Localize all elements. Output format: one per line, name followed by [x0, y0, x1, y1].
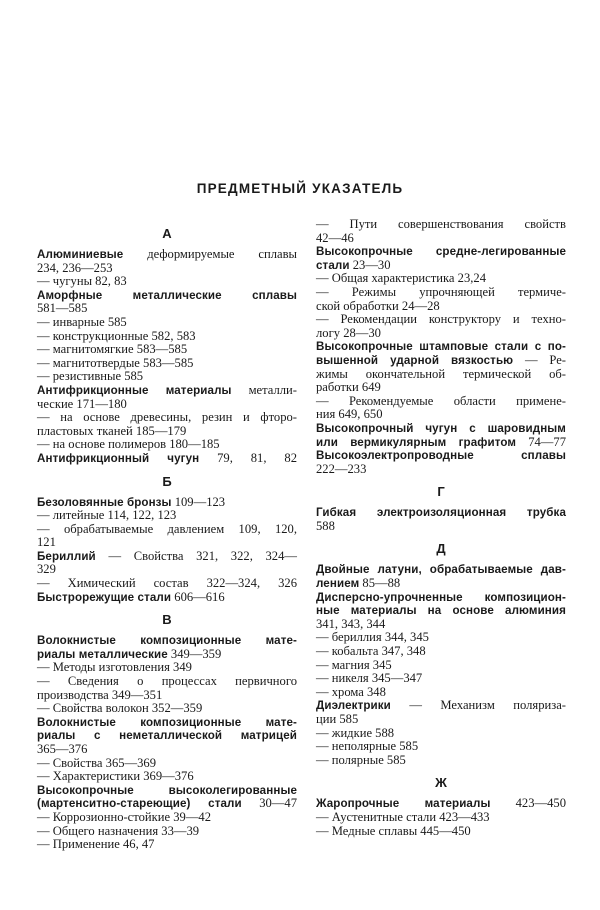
index-text: — обрабатываемые давлением 109, 120,	[37, 521, 297, 536]
index-text: — Общего назначения 33—39	[37, 823, 200, 838]
index-text: деформируемые сплавы	[123, 247, 297, 261]
index-term: вышенной ударной вязкостью	[316, 353, 514, 367]
index-text: — конструкционные 582, 583	[37, 328, 196, 343]
index-term: ные материалы на основе алюминия	[316, 604, 566, 618]
index-line	[316, 686, 566, 700]
index-term: или вермикулярным графитом	[316, 435, 517, 449]
index-line	[37, 509, 297, 523]
index-text: работки 649	[316, 380, 381, 395]
index-text: 85—88	[359, 576, 401, 591]
index-line	[37, 496, 297, 510]
index-text: — Медные сплавы 445—450	[316, 823, 471, 838]
index-line	[37, 757, 297, 771]
index-line	[37, 770, 297, 784]
index-term: Бериллий	[37, 549, 96, 563]
index-text: 74—77	[516, 434, 566, 449]
index-column-right	[316, 218, 566, 838]
index-text: 42—46	[316, 230, 354, 245]
index-term: Дисперсно-упрочненные композицион-	[316, 590, 566, 604]
index-line	[316, 631, 566, 645]
index-line	[316, 811, 566, 825]
index-line	[37, 648, 297, 662]
index-text: — инварные 585	[37, 314, 127, 329]
index-text: — Методы изготовления 349	[37, 660, 192, 675]
index-line	[37, 262, 297, 276]
section-letter: А	[162, 226, 172, 241]
index-line	[316, 577, 566, 591]
index-line	[37, 634, 297, 648]
index-line	[37, 825, 297, 839]
index-line	[37, 661, 297, 675]
index-text: 581—585	[37, 301, 88, 316]
index-text: 30—47	[241, 796, 297, 811]
index-text: 79, 81, 82	[199, 450, 297, 465]
index-line	[37, 289, 297, 303]
index-text: — Характеристики 369—376	[37, 769, 194, 784]
index-line	[37, 275, 297, 289]
section-letter: В	[162, 612, 172, 628]
index-text: — Химический состав 322—324, 326	[37, 576, 297, 591]
index-line	[37, 838, 297, 852]
index-line	[316, 591, 566, 605]
index-text: — хрома 348	[316, 684, 386, 699]
index-line	[37, 316, 297, 330]
index-line	[316, 218, 566, 232]
index-text: — Ре-	[513, 352, 566, 367]
index-line	[37, 743, 297, 757]
index-text: — чугуны 82, 83	[37, 274, 127, 289]
index-text: — магния 345	[316, 657, 392, 672]
index-text: 365—376	[37, 742, 88, 756]
page-title: ПРЕДМЕТНЫЙ УКАЗАТЕЛЬ	[196, 181, 404, 196]
index-term: Высокопрочные штамповые стали с по-	[316, 340, 566, 354]
index-line	[316, 645, 566, 659]
index-text: 234, 236—253	[37, 260, 113, 275]
index-line	[37, 689, 297, 703]
index-line	[37, 425, 297, 439]
index-text: — Свойства 365—369	[37, 755, 157, 770]
index-line	[316, 313, 566, 327]
index-line	[37, 302, 297, 316]
index-text: — неполярные 585	[316, 739, 419, 754]
index-term: Высокоэлектропроводные сплавы	[316, 449, 566, 463]
index-line	[37, 550, 297, 564]
index-text: — магнитотвердые 583—585	[37, 355, 194, 370]
index-text: — на основе древесины, резин и фторо-	[37, 410, 297, 425]
index-text: 109—123	[171, 494, 226, 509]
section-letter: Б	[162, 473, 172, 489]
index-line	[37, 384, 297, 398]
index-line	[37, 411, 297, 425]
index-text: 423—450	[490, 796, 566, 811]
index-term: Антифрикционные материалы	[37, 383, 232, 397]
index-line	[316, 506, 566, 520]
index-line	[316, 659, 566, 673]
index-text: — Механизм поляриза-	[390, 698, 566, 713]
index-line	[316, 672, 566, 686]
index-line	[316, 286, 566, 300]
index-line	[37, 716, 297, 730]
section-letter: Д	[436, 541, 446, 557]
index-text: — жидкие 588	[316, 725, 395, 740]
index-text: — резистивные 585	[37, 369, 144, 384]
index-text: 349—359	[167, 646, 222, 661]
index-text: — Пути совершенствования свойств	[316, 217, 566, 231]
index-text: — кобальта 347, 348	[316, 644, 426, 659]
index-text: — Коррозионно-стойкие 39—42	[37, 809, 212, 824]
index-text: — Рекомендуемые области примене-	[316, 393, 566, 408]
index-line	[316, 520, 566, 534]
index-line	[316, 354, 566, 368]
index-line	[316, 797, 566, 811]
index-line	[316, 463, 566, 477]
index-term: Двойные латуни, обрабатываемые дав-	[316, 563, 566, 577]
section-letter: Ж	[435, 775, 447, 791]
index-line	[316, 449, 566, 463]
index-line	[37, 438, 297, 452]
index-term: Диэлектрики	[316, 699, 391, 713]
index-line	[316, 754, 566, 768]
index-term: Высокопрочный чугун с шаровидным	[316, 421, 566, 435]
index-term: Безоловянные бронзы	[37, 495, 172, 509]
index-line	[37, 357, 297, 371]
index-line	[37, 591, 297, 605]
index-line	[37, 370, 297, 384]
index-text: пластовых тканей 185—179	[37, 423, 187, 438]
index-line	[316, 300, 566, 314]
index-line	[316, 395, 566, 409]
index-line	[316, 327, 566, 341]
index-line	[316, 604, 566, 618]
index-term: Антифрикционный чугун	[37, 451, 200, 465]
index-text: ции 585	[316, 712, 359, 726]
index-text: 222—233	[316, 461, 367, 476]
index-line	[316, 436, 566, 450]
index-line	[316, 563, 566, 577]
index-text: — Сведения о процессах первичного	[37, 674, 297, 689]
index-line	[37, 577, 297, 591]
index-line	[316, 825, 566, 839]
index-text: 329	[37, 562, 56, 577]
index-line	[37, 523, 297, 537]
index-line	[37, 675, 297, 689]
index-text: производства 349—351	[37, 687, 163, 702]
index-line	[316, 408, 566, 422]
index-line	[37, 248, 297, 262]
index-line	[316, 368, 566, 382]
index-line	[316, 232, 566, 246]
index-line	[316, 740, 566, 754]
index-term: Жаропрочные материалы	[316, 797, 491, 811]
index-text: — полярные 585	[316, 752, 406, 767]
index-line	[37, 398, 297, 412]
index-line	[316, 422, 566, 436]
index-term: риалы металлические	[37, 647, 168, 661]
index-line	[316, 381, 566, 395]
index-term: Волокнистые композиционные мате-	[37, 715, 297, 729]
index-text: — литейные 114, 122, 123	[37, 508, 177, 523]
index-term: Гибкая электроизоляционная трубка	[316, 506, 566, 520]
index-text: — магнитомягкие 583—585	[37, 342, 188, 357]
index-text: ческие 171—180	[37, 396, 127, 411]
section-letter: Г	[437, 484, 445, 500]
index-text: — Свойства 321, 322, 324—	[95, 548, 297, 563]
index-text: жимы окончательной термической об-	[316, 366, 566, 381]
index-line	[37, 330, 297, 344]
index-line	[316, 245, 566, 259]
index-line	[316, 713, 566, 727]
index-text: — Применение 46, 47	[37, 837, 155, 852]
index-text: — Общая характеристика 23,24	[316, 271, 486, 286]
index-text: 606—616	[171, 589, 225, 604]
index-text: — на основе полимеров 180—185	[37, 437, 220, 452]
index-text: 121	[37, 535, 56, 550]
index-line	[316, 259, 566, 273]
index-text: — бериллия 344, 345	[316, 630, 429, 645]
index-term: (мартенситно-стареющие) стали	[37, 797, 242, 811]
index-term: Волокнистые композиционные мате-	[37, 634, 297, 648]
index-term: Алюминиевые	[37, 248, 124, 261]
index-term: Высокопрочные средне-легированные	[316, 245, 566, 259]
index-text: логу 28—30	[316, 325, 381, 340]
index-text: ской обработки 24—28	[316, 298, 440, 313]
index-text: 23—30	[349, 257, 391, 272]
index-line	[37, 797, 297, 811]
index-line	[37, 729, 297, 743]
index-term: лением	[316, 577, 360, 591]
index-line	[37, 702, 297, 716]
index-line	[37, 563, 297, 577]
index-text: — Свойства волокон 352—359	[37, 701, 203, 716]
index-column-left	[37, 218, 297, 852]
index-text: 341, 343, 344	[316, 616, 386, 631]
index-line	[316, 340, 566, 354]
index-line	[37, 536, 297, 550]
index-line	[37, 343, 297, 357]
index-text: ния 649, 650	[316, 407, 383, 422]
index-text: — Режимы упрочняющей термиче-	[316, 284, 566, 299]
index-text: — Рекомендации конструктору и техно-	[316, 312, 566, 327]
index-line	[316, 272, 566, 286]
index-line	[37, 811, 297, 825]
index-term: Высокопрочные высоколегированные	[37, 783, 297, 797]
index-line	[37, 784, 297, 798]
index-text: — Аустенитные стали 423—433	[316, 809, 490, 824]
index-line	[37, 452, 297, 466]
index-text: — никеля 345—347	[316, 671, 423, 686]
index-term: стали	[316, 258, 350, 272]
index-line	[316, 699, 566, 713]
index-term: риалы с неметаллической матрицей	[37, 729, 297, 743]
index-line	[316, 727, 566, 741]
index-text: металли-	[231, 382, 297, 397]
index-line	[316, 618, 566, 632]
index-text: 588	[316, 518, 335, 533]
index-term: Быстрорежущие стали	[37, 590, 172, 604]
index-term: Аморфные металлические сплавы	[37, 288, 297, 302]
